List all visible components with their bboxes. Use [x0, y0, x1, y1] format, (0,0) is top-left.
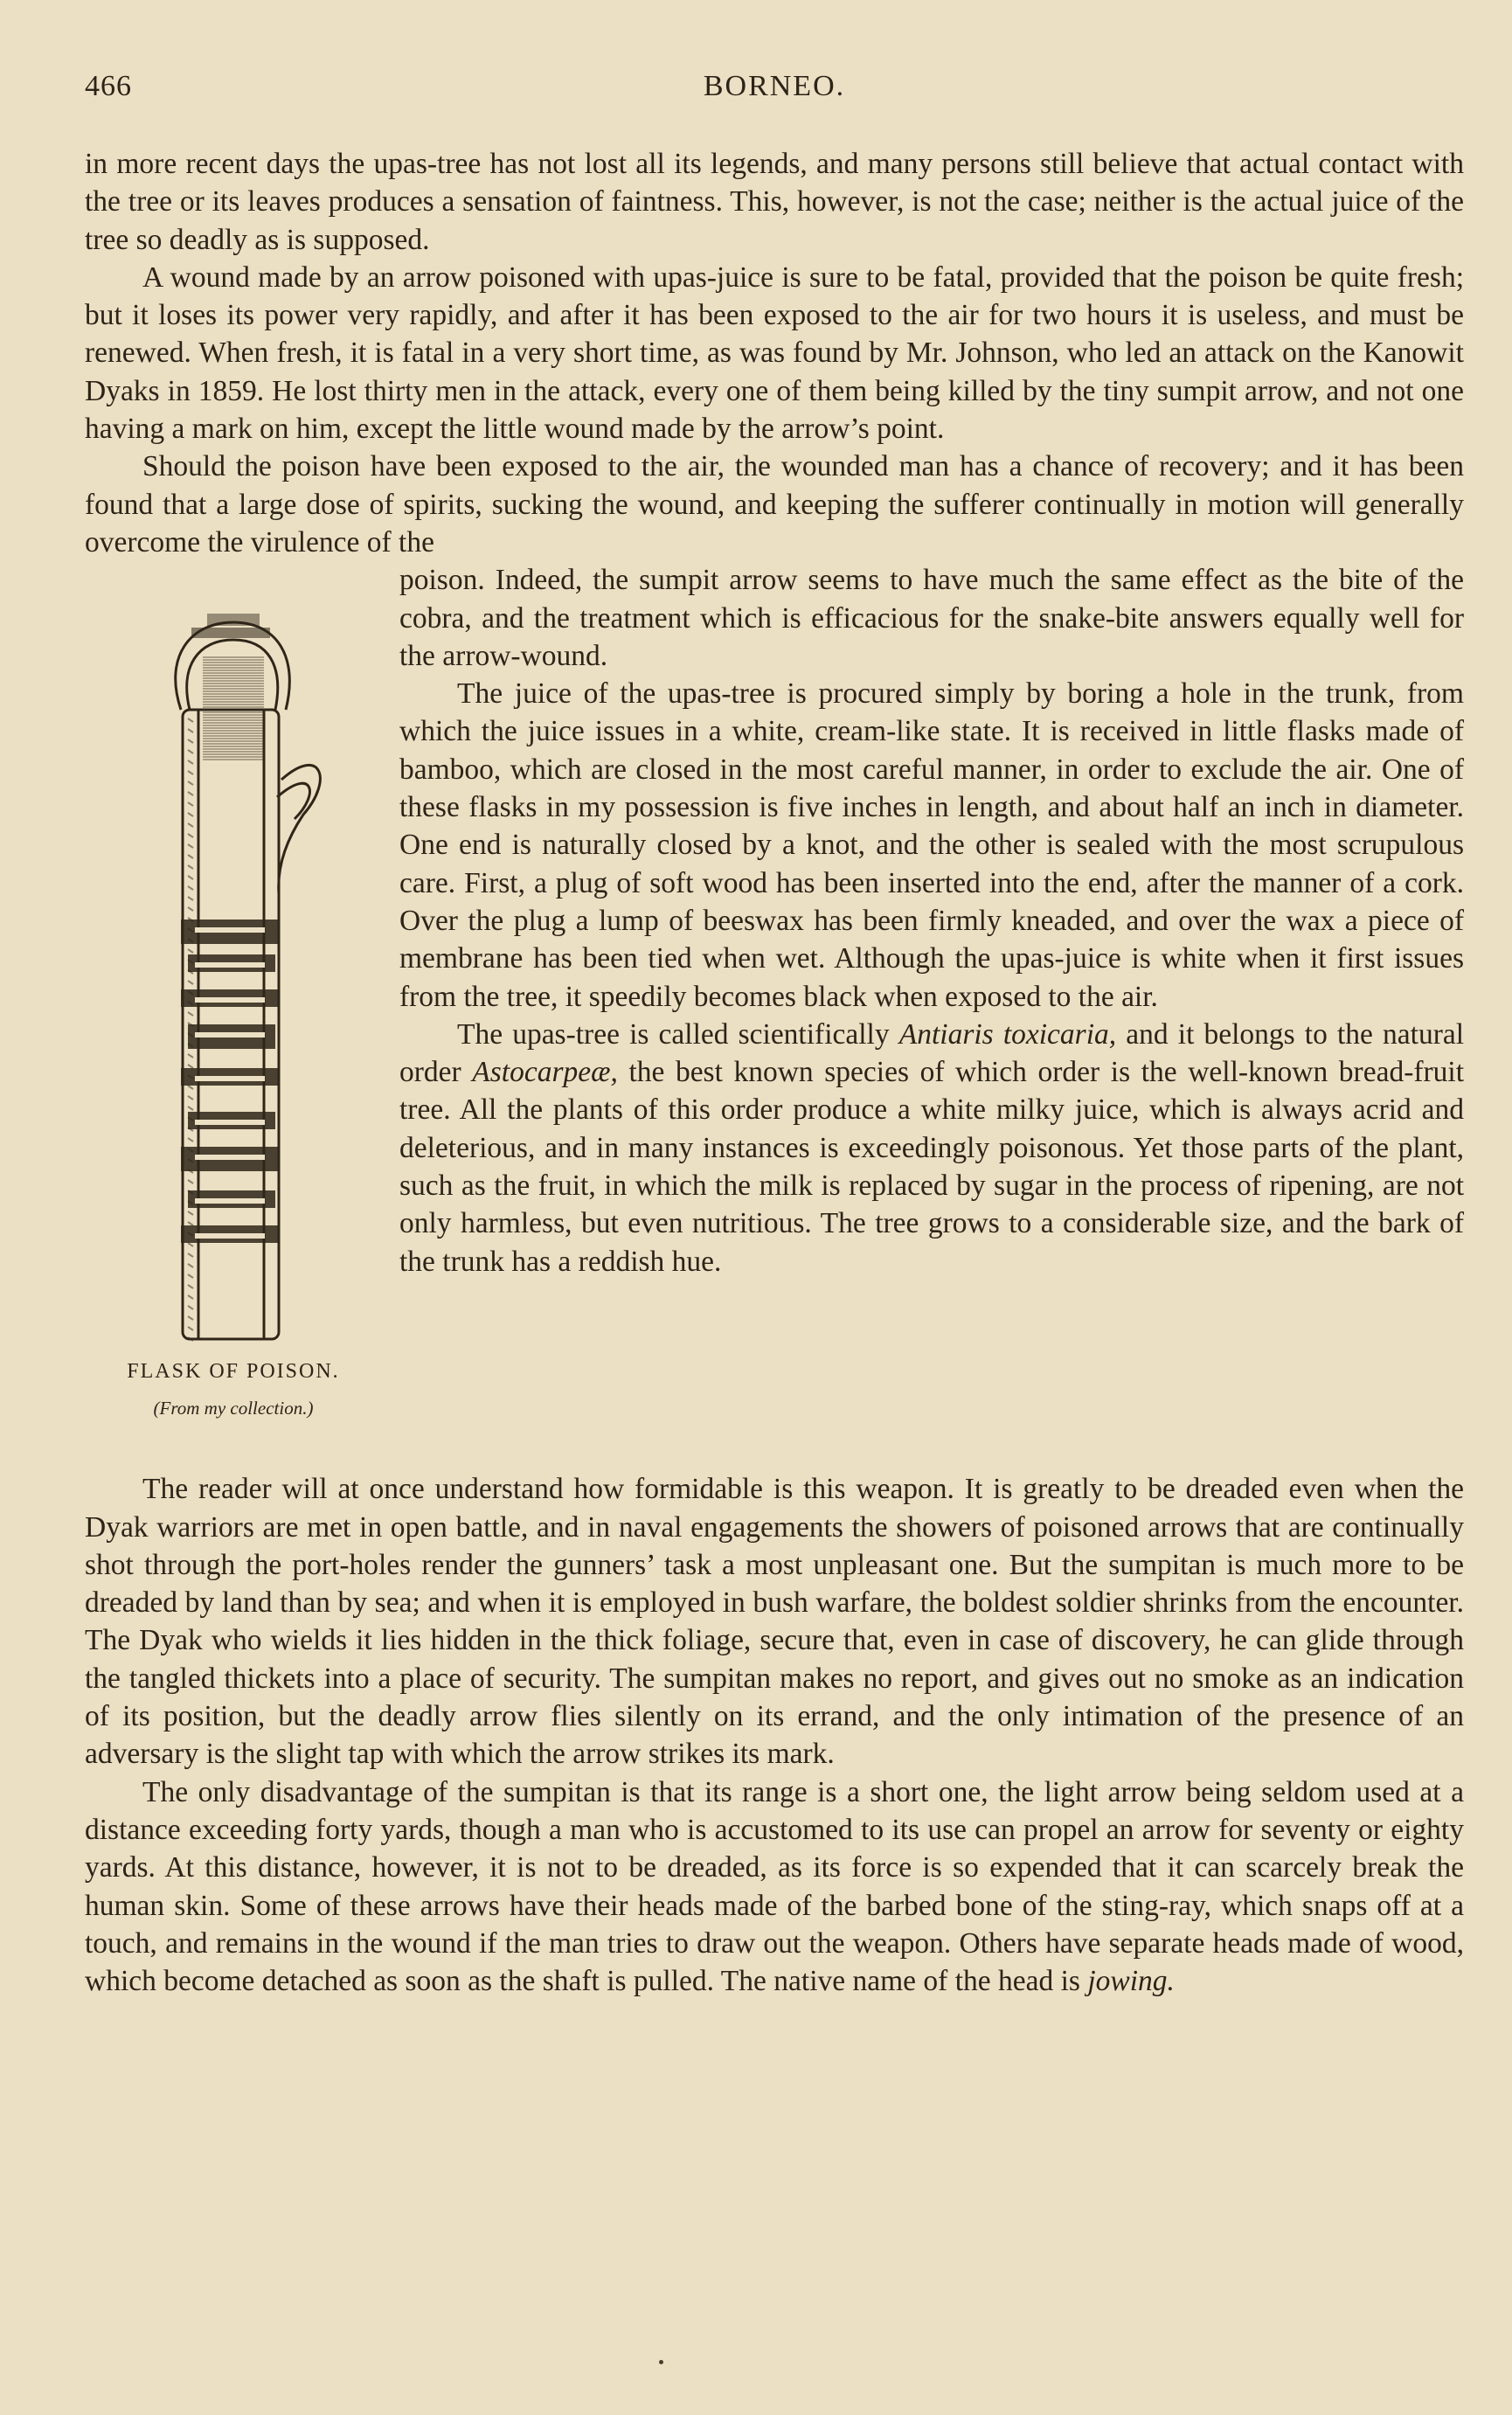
figure-caption-subtitle: (From my collection.): [153, 1398, 314, 1419]
paragraph-5-text-b: and it belongs to the natural order: [399, 1017, 1465, 1089]
printer-mark: [659, 2360, 663, 2364]
paragraph-7-native-name: jowing.: [1087, 1965, 1175, 1998]
paragraph-1: in more recent days the upas-tree has not lost all its legends, and many persons still believe that actual contact with the tree or its leaves produces a sensation of faintness. This, however, is not the case; neither is the actual juice of the tree so deadly as is supposed.: [85, 148, 1464, 256]
paragraph-3-part-a: Should the poison have been exposed to the air, the wounded man has a chance of recovery; and it has been found that a large dose of spirits, sucking the wound, and keeping the sufferer continually in motion will generally overcome the virulence of the: [85, 450, 1464, 559]
paragraph-5-text-c: the best known species of which order is the well-known bread-fruit tree. All the plants of this order produce a white milky juice, which is always acrid and deleterious, and in many instances is exceedingly poisonous. Yet those parts of the plant, such as the fruit, in which the milk is replaced by sugar in the process of ripening, are not only harmless, but even nutritious. The tree grows to a considerable size, and the bark of the trunk has a reddish hue.: [399, 1056, 1465, 1278]
running-title: BORNEO.: [703, 70, 846, 102]
page-header: [85, 70, 1464, 114]
body-text-flow: [85, 145, 1464, 2000]
paragraph-5-order-name: Astocarpeæ,: [472, 1056, 618, 1089]
figure-caption: [85, 1352, 382, 1426]
figure-flask-of-poison: [85, 561, 389, 1470]
paragraph-7: [85, 1773, 1464, 2001]
paragraph-6: The reader will at once understand how formidable is this weapon. It is greatly to be dreaded even when the Dyak warriors are met in open battle, and in naval engagements the showers of poisoned arrows that are continually shot through the port-holes render the gunners’ task a most unpleasant one. But the sumpitan is much more to be dreaded by land than by sea; and when it is employed in bush warfare, the boldest soldier shrinks from the encounter. The Dyak who wields it lies hidden in the thick foliage, secure that, even in case of discovery, he can glide through the tangled thickets into a place of security. The sumpitan makes no report, and gives out no smoke as an indication of its position, but the deadly arrow flies silently on its errand, and the only intimation of the presence of an adversary is the slight tap with which the arrow strikes its mark.: [85, 1473, 1464, 1771]
paragraph-2: A wound made by an arrow poisoned with upas-juice is sure to be fatal, provided that the poison be quite fresh; but it loses its power very rapidly, and after it has been exposed to the air for two hours it is useless, and must be renewed. When fresh, it is fatal in a very short time, as was found by Mr. Johnson, who led an attack on the Kanowit Dyaks in 1859. He lost thirty men in the attack, every one of them being killed by the tiny sumpit arrow, and not one having a mark on him, except the little wound made by the arrow’s point.: [85, 260, 1464, 446]
paragraph-5-text-a: The upas-tree is called scientifically: [457, 1017, 890, 1051]
paragraph-3-part-b: poison. Indeed, the sumpit arrow seems to have much the same effect as the bite of the cobra, and the treatment which is efficacious for the snake-bite answers equally well for the arrow-wound.: [399, 564, 1464, 672]
paragraph-4: The juice of the upas-tree is procured simply by boring a hole in the trunk, from which the juice issues in a white, cream-like state. It is received in little flasks made of bamboo, which are closed in the most careful manner, in order to exclude the air. One of these flasks in my possession is five inches in length, and about half an inch in diameter. One end is naturally closed by a knot, and the other is sealed with the most scrupulous care. First, a plug of soft wood has been inserted into the end, after the manner of a cork. Over the plug a lump of beeswax has been firmly kneaded, and over the wax a piece of membrane has been tied when wet. Although the upas-juice is white when it first issues from the tree, it speedily becomes black when exposed to the air.: [399, 677, 1464, 1013]
flask-of-poison-icon: [137, 579, 347, 1348]
paragraph-5-species-name: Antiaris toxicaria,: [898, 1017, 1117, 1051]
paragraph-7-text: The only disadvantage of the sumpitan is that its range is a short one, the light arrow being seldom used at a distance exceeding forty yards, though a man who is accustomed to its use can propel an arrow for seventy or eighty yards. At this distance, however, it is not to be dreaded, as its force is so expended that it can scarcely break the human skin. Some of these arrows have their heads made of the barbed bone of the sting-ray, which snaps off at a touch, and remains in the wound if the man tries to draw out the weapon. Others have separate heads made of wood, which become detached as soon as the shaft is pulled. The native name of the head is: [85, 1775, 1464, 1998]
figure-caption-title: FLASK OF POISON.: [127, 1360, 340, 1384]
paragraph-3: [85, 448, 1464, 561]
page-number: 466: [85, 70, 132, 102]
